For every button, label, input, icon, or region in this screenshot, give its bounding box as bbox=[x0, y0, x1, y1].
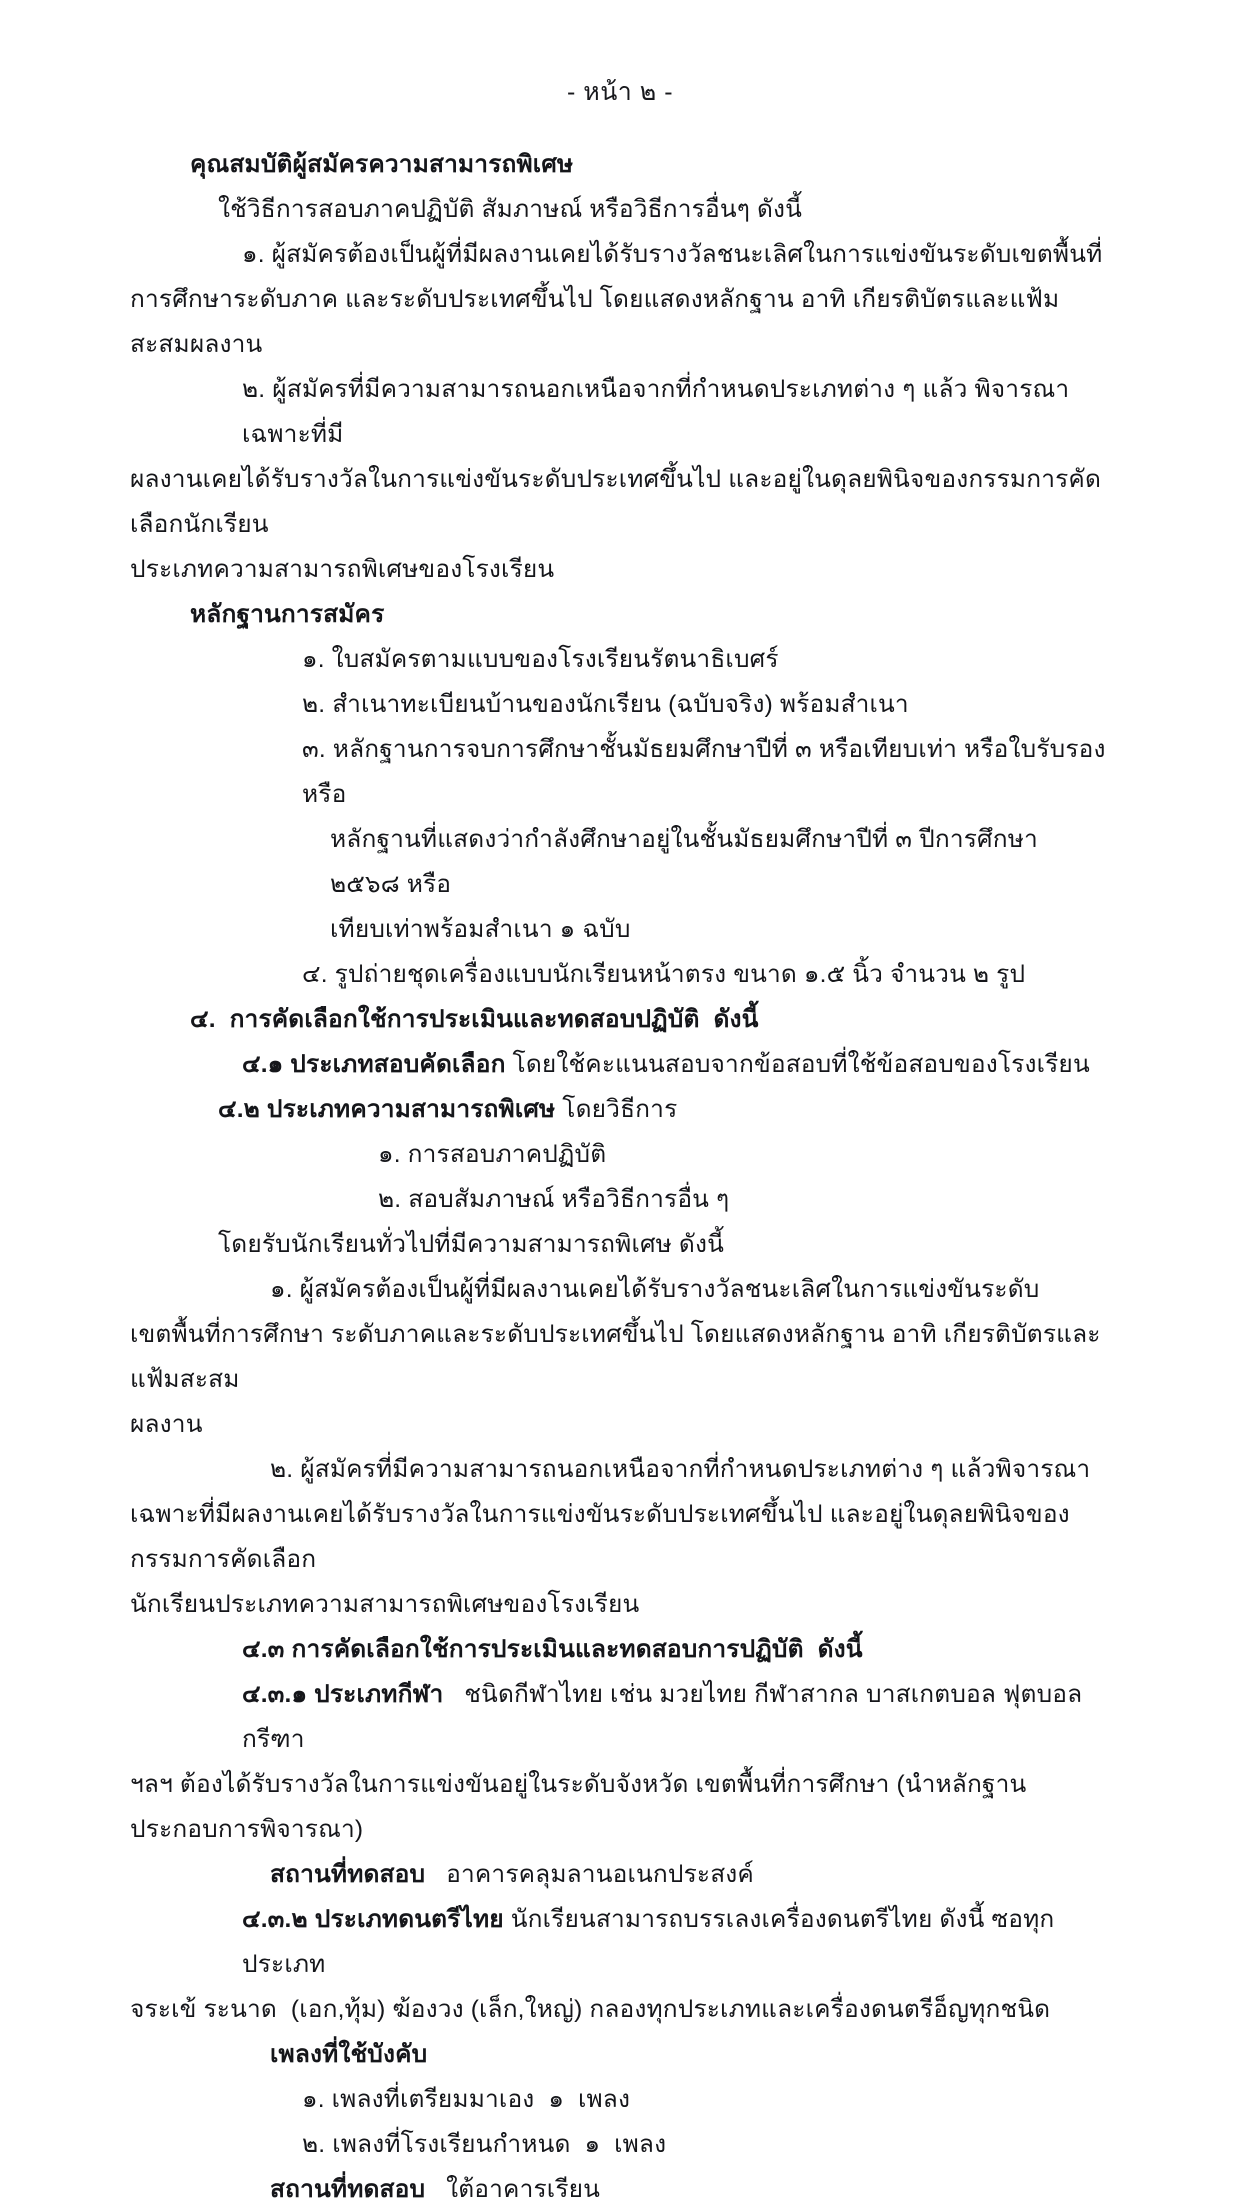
documents-heading: หลักฐานการสมัคร bbox=[190, 601, 385, 628]
document-body bbox=[130, 112, 1113, 2212]
documents-item-3-cont1: หลักฐานที่แสดงว่ากำลังศึกษาอยู่ในชั้นมัธยมศึกษาปีที่ ๓ ปีการศึกษา ๒๕๖๘ หรือ bbox=[330, 826, 1045, 898]
practical-sport-venue bbox=[270, 1852, 1110, 1897]
practical-music-text: นักเรียนสามารถบรรเลงเครื่องดนตรีไทย ดังนี้ ซอทุกประเภท bbox=[242, 1906, 1055, 1978]
practical-sport-text: ชนิดกีฬาไทย เช่น มวยไทย กีฬาสากล บาสเกตบอล ฟุตบอล กรีฑา bbox=[242, 1681, 1090, 1753]
practical-heading: ๔.๓ การคัดเลือกใช้การประเมินและทดสอบการปฏิบัติ ดังนี้ bbox=[242, 1636, 863, 1663]
practical-song-2: ๒. เพลงที่โรงเรียนกำหนด ๑ เพลง bbox=[302, 2131, 667, 2158]
qualifications-item1-line1: ๑. ผู้สมัครต้องเป็นผู้ที่มีผลงานเคยได้รับรางวัลชนะเลิศในการแข่งขันระดับเขตพื้นที่ bbox=[242, 241, 1103, 268]
practical-sport bbox=[242, 1672, 1110, 1762]
practical-music-line2: จระเข้ ระนาด (เอก,ทุ้ม) ฆ้องวง (เล็ก,ใหญ่) กลองทุกประเภทและเครื่องดนตรีอ็ญทุกชนิด bbox=[130, 1996, 1051, 2023]
selection-sub-41 bbox=[242, 1042, 1110, 1087]
practical-songs-heading: เพลงที่ใช้บังคับ bbox=[270, 2041, 428, 2068]
practical-sport-venue-text: อาคารคลุมลานอเนกประสงค์ bbox=[425, 1861, 754, 1888]
selection-p2-line2: เฉพาะที่มีผลงานเคยได้รับรางวัลในการแข่งขันระดับประเทศขึ้นไป และอยู่ในดุลยพินิจของกรรมการคัดเลือก bbox=[130, 1501, 1070, 1573]
practical-sport-venue-label: สถานที่ทดสอบ bbox=[270, 1861, 426, 1888]
documents-item-4: ๔. รูปถ่ายชุดเครื่องแบบนักเรียนหน้าตรง ขนาด ๑.๕ นิ้ว จำนวน ๒ รูป bbox=[302, 961, 1026, 988]
selection-sub-42-note: โดยรับนักเรียนทั่วไปที่มีความสามารถพิเศษ ดังนี้ bbox=[218, 1231, 725, 1258]
selection-p1-line3: ผลงาน bbox=[130, 1411, 203, 1438]
qualifications-item1-line2: การศึกษาระดับภาค และระดับประเทศขึ้นไป โดยแสดงหลักฐาน อาทิ เกียรติบัตรและแฟ้มสะสมผลงาน bbox=[130, 286, 1060, 358]
practical-sport-line2: ฯลฯ ต้องได้รับรางวัลในการแข่งขันอยู่ในระดับจังหวัด เขตพื้นที่การศึกษา (นำหลักฐานประกอบการพิจารณา) bbox=[130, 1771, 1027, 1843]
qualifications-item2-line1: ๒. ผู้สมัครที่มีความสามารถนอกเหนือจากที่กำหนดประเภทต่าง ๆ แล้ว พิจารณาเฉพาะที่มี bbox=[242, 376, 1070, 448]
selection-sub-41-label: ๔.๑ ประเภทสอบคัดเลือก bbox=[242, 1051, 506, 1078]
practical-music-venue bbox=[270, 2167, 1110, 2212]
practical-sport-label: ๔.๓.๑ ประเภทกีฬา bbox=[242, 1681, 444, 1708]
documents-item-2: ๒. สำเนาทะเบียนบ้านของนักเรียน (ฉบับจริง) พร้อมสำเนา bbox=[302, 691, 909, 718]
selection-p2-line1: ๒. ผู้สมัครที่มีความสามารถนอกเหนือจากที่กำหนดประเภทต่าง ๆ แล้วพิจารณา bbox=[270, 1456, 1091, 1483]
qualifications-item2-line2: ผลงานเคยได้รับรางวัลในการแข่งขันระดับประเทศขึ้นไป และอยู่ในดุลยพินิจของกรรมการคัดเลือกนักเรียน bbox=[130, 466, 1102, 538]
practical-music-label: ๔.๓.๒ ประเภทดนตรีไทย bbox=[242, 1906, 504, 1933]
documents-item-3-cont2: เทียบเท่าพร้อมสำเนา ๑ ฉบับ bbox=[330, 916, 631, 943]
selection-heading: ๔. การคัดเลือกใช้การประเมินและทดสอบปฏิบัติ ดังนี้ bbox=[190, 1006, 759, 1033]
selection-p2-line3: นักเรียนประเภทความสามารถพิเศษของโรงเรียน bbox=[130, 1591, 640, 1618]
qualifications-intro: ใช้วิธีการสอบภาคปฏิบัติ สัมภาษณ์ หรือวิธีการอื่นๆ ดังนี้ bbox=[218, 196, 803, 223]
practical-music-venue-text: ใต้อาคารเรียน bbox=[425, 2176, 601, 2203]
selection-p1-line2: เขตพื้นที่การศึกษา ระดับภาคและระดับประเทศขึ้นไป โดยแสดงหลักฐาน อาทิ เกียรติบัตรและแฟ้มสะสม bbox=[130, 1321, 1101, 1393]
documents-item-3: ๓. หลักฐานการจบการศึกษาชั้นมัธยมศึกษาปีที่ ๓ หรือเทียบเท่า หรือใบรับรอง หรือ bbox=[302, 736, 1113, 808]
documents-item-1: ๑. ใบสมัครตามแบบของโรงเรียนรัตนาธิเบศร์ bbox=[302, 646, 779, 673]
qualifications-item2-line3: ประเภทความสามารถพิเศษของโรงเรียน bbox=[130, 556, 555, 583]
selection-p1-line1: ๑. ผู้สมัครต้องเป็นผู้ที่มีผลงานเคยได้รับรางวัลชนะเลิศในการแข่งขันระดับ bbox=[270, 1276, 1040, 1303]
practical-music bbox=[242, 1897, 1110, 1987]
selection-sub-42-label: ๔.๒ ประเภทความสามารถพิเศษ bbox=[218, 1096, 556, 1123]
selection-sub-42-item-1: ๑. การสอบภาคปฏิบัติ bbox=[378, 1141, 607, 1168]
selection-sub-42-text: โดยวิธีการ bbox=[555, 1096, 678, 1123]
practical-song-1: ๑. เพลงที่เตรียมมาเอง ๑ เพลง bbox=[302, 2086, 631, 2113]
qualifications-heading: คุณสมบัติผู้สมัครความสามารถพิเศษ bbox=[190, 151, 574, 178]
practical-music-venue-label: สถานที่ทดสอบ bbox=[270, 2176, 426, 2203]
selection-sub-42 bbox=[218, 1087, 1110, 1132]
selection-sub-41-text: โดยใช้คะแนนสอบจากข้อสอบที่ใช้ข้อสอบของโรงเรียน bbox=[505, 1051, 1090, 1078]
selection-sub-42-item-2: ๒. สอบสัมภาษณ์ หรือวิธีการอื่น ๆ bbox=[378, 1186, 730, 1213]
page-number-header: - หน้า ๒ - bbox=[566, 78, 674, 106]
